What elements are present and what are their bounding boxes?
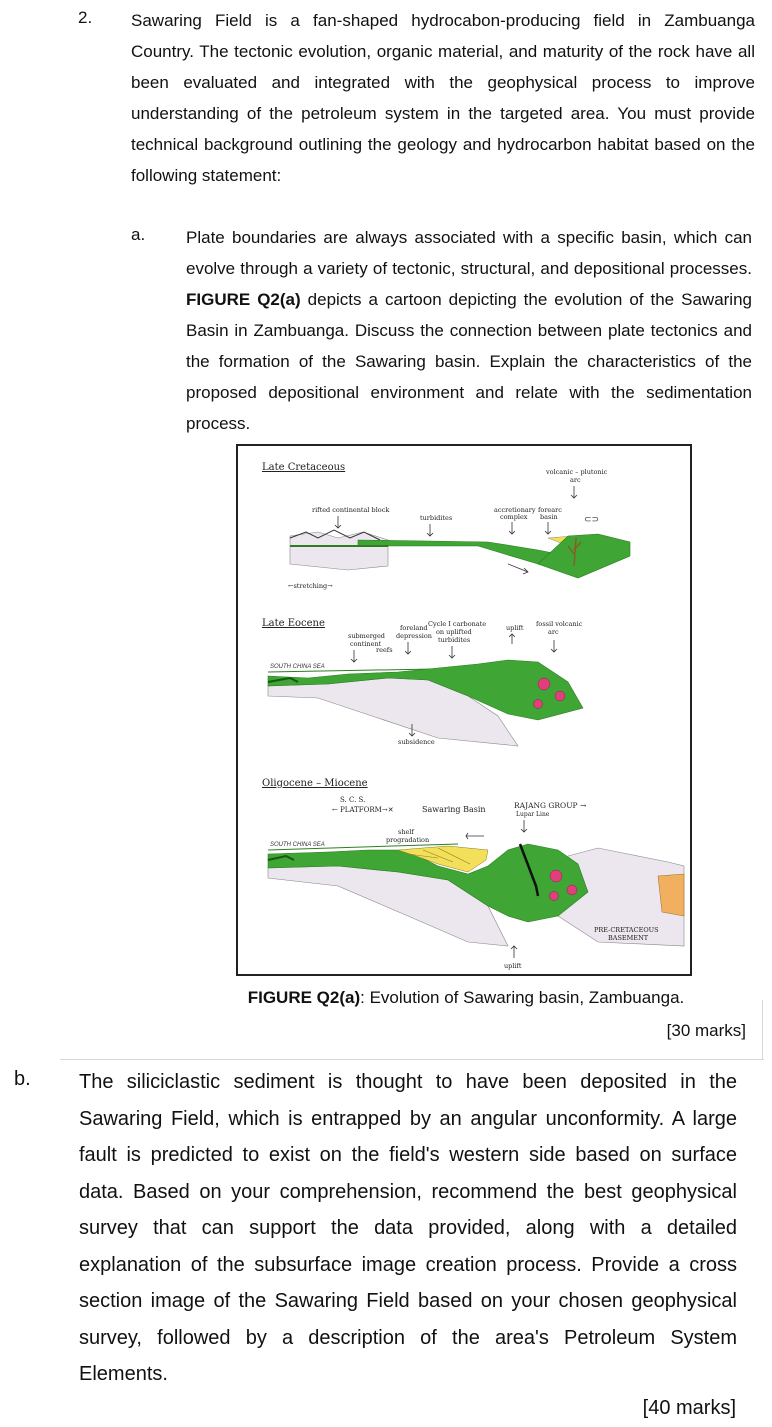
figure-q2a [236,444,692,976]
panel2-turbidites-label: turbidites [438,636,471,644]
basin-evolution-diagram [238,446,690,974]
part-a-figure-ref: FIGURE Q2(a) [186,290,301,309]
panel1-title: Late Cretaceous [262,462,346,473]
question-number: 2. [78,8,93,27]
panel2-cycle-label: Cycle I carbonate [428,620,487,628]
part-b-label: b. [14,1068,31,1090]
part-a-text-after: depicts a cartoon depicting the evolution of the Sawaring Basin in Zambuanga. Discuss the connection between plate tectonics and the formation of the Sawaring basin. Explain the characteristics of the proposed depositional environment and relate with the sedimentation process. [186,290,752,433]
panel2-continent-label: continent [350,640,382,648]
panel3-title: Oligocene – Miocene [262,778,368,789]
panel2-sea-label: SOUTH CHINA SEA [270,664,325,670]
panel2-onuplifted-label: on uplifted [436,628,472,636]
panel3-basin-label: Sawaring Basin [422,805,486,814]
part-b-text: The siliciclastic sediment is thought to have been deposited in the Sawaring Field, which is entrapped by an angular unconformity. A large fault is predicted to exist on the field's western side based on surface data. Based on your comprehension, recommend the best geophysical survey that can support the data provided, along with a detailed explanation of the subsurface image creation process. Provide a cross section image of the Sawaring Field based on your chosen geophysical survey, followed by a description of the area's Petroleum System Elements. [79,1071,737,1385]
panel1-arc-label: arc [570,476,581,484]
panel2-submerged-label: submerged [348,632,385,640]
section-divider-vertical [762,1000,763,1060]
panel-late-cretaceous [262,462,630,590]
panel1-basin-label: basin [540,513,558,521]
panel3-platform-label: ← PLATFORM→✕ [332,806,394,814]
panel1-volcanic-label: volcanic – plutonic [546,468,608,476]
panel2-reefs-label: reefs [376,646,393,654]
panel1-complex-label: complex [500,513,528,521]
section-divider [60,1059,764,1060]
panel2-depression-label: depression [396,632,432,640]
panel2-subsidence-label: subsidence [398,738,435,746]
panel3-progradation-label: progradation [386,836,430,844]
panel1-stretching-label: ←stretching→ [288,582,333,590]
panel1-accretionary-label: accretionary [494,506,536,514]
part-a-marks: [30 marks] [666,1021,746,1040]
figure-caption-rest: : Evolution of Sawaring basin, Zambuanga. [360,988,685,1007]
panel2-uplift-label: uplift [506,624,524,632]
panel1-circle-marks: ⊂⊃ [584,514,600,524]
question-text: Sawaring Field is a fan-shaped hydrocabon-producing field in Zambuanga Country. The tectonic evolution, organic material, and maturity of the rock have all been evaluated and integrated with the geophysical process to improve understanding of the petroleum system in the targeted area. You must provide technical background outlining the geology and hydrocarbon habitat based on the following statement: [131,11,755,185]
part-b-marks: [40 marks] [642,1397,736,1419]
part-a-text-before: Plate boundaries are always associated with a specific basin, which can evolve through a variety of tectonic, structural, and depositional processes. [186,228,752,278]
panel3-sea-label: SOUTH CHINA SEA [270,842,325,848]
panel2-foreland-label: foreland [400,624,428,632]
panel3-precret-label: PRE-CRETACEOUS [594,926,659,934]
panel2-arc-label: arc [548,628,559,636]
panel-late-eocene [262,618,583,746]
figure-caption-bold: FIGURE Q2(a) [247,988,361,1007]
panel3-uplift-label: uplift [504,962,522,970]
panel3-basement-label: BASEMENT [608,934,649,942]
panel3-shelf-label: shelf [398,828,414,836]
panel1-forearc-label: forearc [538,506,562,514]
panel3-scs-label: S. C. S. [340,796,366,804]
panel2-fossil-label: fossil volcanic [536,620,583,628]
panel1-turbidites-label: turbidites [420,514,453,522]
part-a-text [186,222,752,439]
panel3-rajang-label: RAJANG GROUP → [514,801,587,810]
panel-oligocene-miocene [262,778,684,970]
part-a-label: a. [131,225,146,244]
panel1-rifted-label: rifted continental block [312,506,390,514]
figure-caption [180,988,752,1008]
panel3-lupar-label: Lupar Line [516,811,550,818]
panel2-title: Late Eocene [262,618,325,629]
